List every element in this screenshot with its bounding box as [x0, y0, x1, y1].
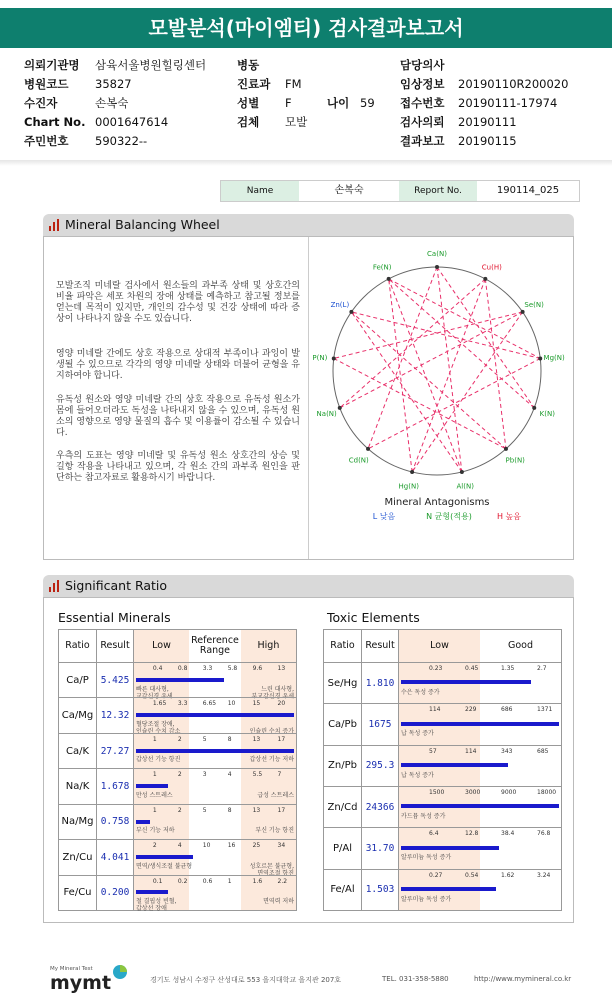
info-label: Chart No. [24, 115, 86, 129]
table-row [59, 697, 296, 735]
legend-low: L 낮음 [372, 512, 396, 521]
tick-label: 76.8 [537, 830, 551, 838]
high-effect-label: 부신 기능 항진 [255, 827, 294, 835]
tick-label: 3.3 [202, 665, 213, 672]
ratio-result: 0.758 [97, 805, 134, 839]
tick-label: 8 [227, 735, 232, 743]
ratio-bar [136, 820, 150, 824]
ratio-bar [401, 804, 559, 808]
tick-label: 343 [501, 747, 513, 755]
antagonism-line [368, 358, 540, 448]
node-label: Ca(N) [427, 250, 447, 258]
tick-label: 0.2 [177, 877, 188, 885]
wheel-caption: Mineral Antagonisms [384, 497, 490, 508]
info-value: 20190111-17974 [458, 96, 558, 110]
ratio-panel [43, 597, 574, 923]
high-effect-label: 면역력 저하 [263, 898, 294, 906]
ratio-name: Zn/Pb [324, 746, 362, 786]
legend-high: H 높음 [496, 512, 522, 521]
paragraph: 영양 미네랄 간에도 상호 작용으로 상대적 부족이나 과잉이 발생될 수 있으므로 각각의 영양 미네랄 상태와 더불어 균형을 유지하여야 합니다. [56, 349, 300, 381]
node-label: Mg(N) [543, 353, 565, 362]
low-effect-label: 빠른 대사형, [136, 685, 169, 693]
brand-tagline: My Mineral Test [50, 966, 93, 972]
tick-label: 18000 [537, 789, 557, 796]
tick-label: 9000 [501, 789, 517, 796]
high-effect-label: 급성 스트레스 [257, 791, 294, 799]
low-effect-label: 교감신경 우세 [136, 692, 173, 700]
header-low: Low [430, 640, 449, 651]
footer [0, 960, 612, 1000]
info-value: F [285, 96, 292, 110]
node-label: Na(N) [316, 409, 337, 418]
ratio-bar [401, 680, 531, 684]
node-dot [338, 406, 342, 410]
table-row [324, 703, 561, 744]
logo-icon [112, 964, 128, 980]
node-label: Zn(L) [330, 300, 350, 309]
tick-label: 114 [465, 747, 477, 755]
info-label: 병원코드 [24, 77, 69, 91]
antagonism-line [340, 279, 486, 408]
node-dot [538, 356, 542, 360]
ratio-bar [401, 846, 499, 850]
header-good: Good [507, 640, 534, 651]
tick-label: 686 [501, 706, 513, 714]
antagonism-line [485, 279, 506, 449]
tick-label: 20 [277, 700, 286, 708]
info-value: 삼육서울병원힐링센터 [95, 58, 207, 72]
tick-label: 1371 [537, 706, 553, 714]
footer-url: http://www.mymineral.co.kr [474, 975, 572, 983]
table-row [324, 869, 561, 910]
patient-info [24, 56, 594, 152]
low-effect-label: 철 결핍성 빈혈, [136, 898, 177, 906]
ratio-result: 0.200 [97, 876, 134, 910]
ratio-bar [136, 890, 168, 894]
essential-table [58, 629, 297, 911]
report-title: 모발분석(마이엠티) 검사결과보고서 [0, 8, 612, 48]
info-label: 수진자 [24, 96, 58, 110]
header-low: Low [152, 640, 171, 651]
node-dot [410, 470, 414, 474]
low-effect-label: 납 독성 증가 [401, 730, 434, 738]
table-row [324, 662, 561, 703]
info-label: 나이 [327, 96, 350, 110]
antagonism-line [351, 312, 540, 359]
low-effect-label: 혈당조절 장애, [136, 720, 175, 728]
tick-label: 2.2 [277, 877, 288, 885]
info-label: 진료과 [237, 77, 271, 91]
tick-label: 13 [252, 735, 261, 743]
low-effect-label: 알루미늄 독성 증가 [401, 895, 452, 903]
ratio-bar [136, 855, 193, 859]
info-label: 검체 [237, 115, 260, 129]
low-effect-label: 알루미늄 독성 증가 [401, 854, 452, 862]
table-row [59, 733, 296, 768]
header-result: Result [362, 630, 399, 662]
ratio-bar [401, 763, 508, 767]
node-label: Hg(N) [398, 482, 419, 491]
tick-label: 17 [277, 806, 286, 814]
legend-normal: N 균형(적용) [426, 512, 472, 521]
high-effect-label: 부교감신경 우세 [251, 692, 294, 700]
node-label: P(N) [312, 353, 328, 362]
info-value: 590322-- [95, 134, 148, 148]
section-title: Mineral Balancing Wheel [65, 217, 220, 232]
low-effect-label: 납 독성 증가 [401, 771, 434, 779]
ratio-result: 1.503 [362, 870, 399, 910]
tick-label: 0.45 [465, 665, 479, 672]
tick-label: 1 [227, 877, 232, 885]
ratio-result: 31.70 [362, 828, 399, 868]
node-dot [483, 277, 487, 281]
antagonism-line [389, 279, 412, 472]
tick-label: 3.24 [537, 871, 551, 879]
info-value: 20190110R200020 [458, 77, 569, 91]
tick-label: 13 [277, 665, 286, 672]
tick-label: 13 [252, 806, 261, 814]
table-row [59, 875, 296, 913]
high-effect-label: 느린 대사형, [261, 685, 294, 693]
info-label: 성별 [237, 96, 260, 110]
low-effect-label: 카드뮴 독성 증가 [401, 812, 446, 820]
tick-label: 5 [202, 735, 207, 743]
tick-label: 10 [227, 700, 236, 708]
info-value: 0001647614 [95, 115, 169, 129]
tick-label: 34 [277, 842, 286, 850]
name-value: 손복숙 [334, 185, 364, 196]
ratio-name: Na/K [59, 769, 97, 803]
info-label: 담당의사 [400, 58, 445, 72]
node-dot [504, 447, 508, 451]
section-header-wheel [43, 214, 574, 236]
footer-tel: TEL. 031-358-5880 [382, 975, 449, 983]
node-label: Pb(N) [505, 456, 525, 465]
ratio-result: 4.041 [97, 840, 134, 874]
tick-label: 1.35 [501, 665, 515, 672]
tick-label: 1.6 [252, 877, 263, 885]
ratio-name: Fe/Al [324, 870, 362, 910]
ratio-result: 27.27 [97, 734, 134, 768]
tick-label: 8 [227, 806, 232, 814]
low-effect-label: 만성 스트레스 [136, 791, 173, 799]
paragraph: 모발조직 미네랄 검사에서 원소들의 과부족 상태 및 상호간의 비율 파악은 세포 차원의 장애 상태를 예측하고 참고될 정보를 얻는데 목적이 있지만, 개인의 감수성 및 건강 상태에 따라 증상이 나타나지 않을 수도 있습니다. [56, 281, 300, 324]
node-label: K(N) [539, 409, 555, 418]
section-header-ratio [43, 575, 574, 597]
info-label: 임상정보 [400, 77, 445, 91]
node-dot [349, 310, 353, 314]
tick-label: 2.7 [537, 665, 547, 672]
ratio-bar [136, 749, 294, 753]
toxic-title: Toxic Elements [327, 610, 420, 625]
tick-label: 1500 [429, 789, 445, 796]
tick-label: 3000 [465, 789, 481, 796]
tick-label: 12.8 [465, 830, 479, 838]
brand-logo: mymt [50, 972, 112, 994]
ratio-bar [136, 784, 168, 788]
info-value: 59 [360, 96, 375, 110]
tick-label: 1.65 [152, 700, 167, 708]
tick-label: 1 [152, 735, 157, 743]
tick-label: 1 [152, 806, 157, 814]
low-effect-label: 수은 독성 증가 [401, 688, 440, 696]
wheel-panel [43, 236, 574, 560]
tick-label: 5 [202, 806, 207, 814]
divider [0, 160, 612, 166]
name-label: Name [221, 181, 299, 201]
info-label: 병동 [237, 58, 260, 72]
info-value: 손복숙 [95, 96, 129, 110]
ratio-result: 1675 [362, 704, 399, 744]
tick-label: 5.8 [227, 665, 238, 672]
info-value: 모발 [285, 115, 308, 129]
low-effect-label: 부신 기능 저하 [136, 827, 175, 835]
tick-label: 0.27 [429, 871, 443, 879]
info-label: 검사의뢰 [400, 115, 445, 129]
low-effect-label: 면역/생식조절 불균형 [136, 862, 193, 870]
ratio-name: Ca/Pb [324, 704, 362, 744]
bar-chart-icon [49, 219, 61, 231]
tick-label: 4 [227, 771, 232, 779]
section-title: Significant Ratio [65, 578, 168, 593]
low-effect-label: 갑상선 기능 항진 [136, 756, 181, 764]
tick-label: 685 [537, 747, 549, 755]
ratio-name: Ca/K [59, 734, 97, 768]
antagonism-line [389, 279, 535, 408]
ratio-result: 5.425 [97, 663, 134, 697]
footer-address: 경기도 성남시 수정구 산성대로 553 을지대학교 을지관 207호 [150, 976, 342, 984]
tick-label: 0.8 [177, 665, 188, 672]
header-reference: Reference Range [191, 635, 239, 656]
tick-label: 25 [252, 842, 261, 850]
tick-label: 9.6 [252, 665, 263, 672]
report-label: Report No. [399, 181, 477, 201]
info-label: 접수번호 [400, 96, 445, 110]
table-row [324, 827, 561, 868]
info-value: 20190111 [458, 115, 517, 129]
info-value: 35827 [95, 77, 132, 91]
table-row [59, 839, 296, 877]
info-value: FM [285, 77, 302, 91]
tick-label: 1.62 [501, 871, 515, 879]
tick-label: 4 [177, 842, 182, 850]
ratio-name: Ca/P [59, 663, 97, 697]
tick-label: 15 [252, 700, 261, 708]
tick-label: 6.65 [202, 700, 217, 708]
node-label: Se(N) [524, 300, 544, 309]
ratio-name: Na/Mg [59, 805, 97, 839]
info-value: 20190115 [458, 134, 517, 148]
paragraph: 우측의 도표는 영양 미네랄 및 유독성 원소 상호간의 상승 및 길항 작용을 나타내고 있으며, 각 원소 간의 과부족 원인을 판단하는 참고자료로 활용하시기 바랍니다. [56, 451, 300, 483]
ratio-name: Zn/Cd [324, 787, 362, 827]
ratio-name: Se/Hg [324, 663, 362, 703]
ratio-bar [136, 713, 294, 717]
node-dot [387, 277, 391, 281]
wheel-circle [330, 267, 541, 475]
info-label: 의뢰기관명 [24, 58, 80, 72]
ratio-bar [136, 678, 224, 682]
node-dot [366, 447, 370, 451]
ratio-result: 24366 [362, 787, 399, 827]
node-label: Cd(N) [348, 456, 369, 465]
tick-label: 5.5 [252, 771, 263, 779]
node-dot [460, 470, 464, 474]
low-effect-label: 갑상선 장애 [136, 905, 167, 913]
essential-title: Essential Minerals [58, 610, 171, 625]
ratio-name: Fe/Cu [59, 876, 97, 910]
ratio-bar [401, 722, 559, 726]
tick-label: 7 [277, 771, 282, 779]
ratio-result: 1.810 [362, 663, 399, 703]
table-row [59, 804, 296, 839]
tick-label: 3 [202, 771, 207, 779]
tick-label: 10 [202, 842, 211, 850]
ratio-result: 1.678 [97, 769, 134, 803]
ratio-name: Zn/Cu [59, 840, 97, 874]
table-row [324, 786, 561, 827]
tick-label: 0.6 [202, 877, 213, 885]
toxic-table [323, 629, 562, 911]
mineral-wheel [309, 237, 573, 559]
tick-label: 2 [177, 806, 182, 814]
high-effect-label: 인슐린 수치 증가 [249, 727, 294, 735]
tick-label: 17 [277, 735, 286, 743]
paragraph: 유독성 원소와 영양 미네랄 간의 상호 작용으로 유독성 원소가 몸에 들어오더라도 독성을 나타내지 않을 수 있으며, 유독성 원소의 영향으로 영양 물질의 흡수 및 이용률이 감소될 수 있습니다. [56, 395, 300, 438]
high-effect-label: 면역조절 항진 [257, 869, 294, 877]
node-label: Fe(N) [372, 263, 392, 272]
report-value: 190114_025 [496, 185, 560, 196]
tick-label: 2 [177, 735, 182, 743]
ratio-result: 12.32 [97, 698, 134, 732]
tick-label: 38.4 [501, 830, 515, 838]
tick-label: 16 [227, 842, 236, 850]
tick-label: 2 [177, 771, 182, 779]
node-label: Cu(H) [481, 263, 502, 272]
node-dot [521, 310, 525, 314]
tick-label: 0.23 [429, 665, 443, 672]
node-dot [332, 356, 336, 360]
header-result: Result [97, 630, 134, 662]
node-dot [532, 406, 536, 410]
low-effect-label: 인슐린 수치 감소 [136, 727, 181, 735]
tick-label: 114 [429, 706, 441, 714]
tick-label: 0.4 [152, 665, 163, 672]
antagonism-line [412, 279, 485, 472]
header-ratio: Ratio [59, 630, 97, 662]
high-effect-label: 갑상선 기능 저하 [249, 756, 294, 764]
antagonism-line [368, 267, 437, 449]
tick-label: 6.4 [429, 830, 439, 838]
node-label: Al(N) [456, 482, 474, 491]
table-row [324, 745, 561, 786]
high-effect-label: 성호르몬 불균형, [249, 862, 294, 870]
tick-label: 57 [429, 747, 437, 755]
node-dot [435, 265, 439, 269]
ratio-name: P/Al [324, 828, 362, 868]
header-high: High [257, 640, 280, 651]
table-row [59, 662, 296, 700]
header-ratio: Ratio [324, 630, 362, 662]
tick-label: 0.1 [152, 877, 163, 885]
table-row [59, 768, 296, 803]
tick-label: 229 [465, 706, 477, 714]
tick-label: 0.54 [465, 871, 479, 879]
name-bar [220, 180, 580, 202]
antagonism-line [389, 279, 462, 472]
info-label: 결과보고 [400, 134, 445, 148]
bar-chart-icon [49, 580, 61, 592]
ratio-bar [401, 887, 496, 891]
tick-label: 3.3 [177, 700, 188, 708]
tick-label: 1 [152, 771, 157, 779]
ratio-result: 295.3 [362, 746, 399, 786]
info-label: 주민번호 [24, 134, 69, 148]
ratio-name: Ca/Mg [59, 698, 97, 732]
tick-label: 2 [152, 842, 157, 850]
